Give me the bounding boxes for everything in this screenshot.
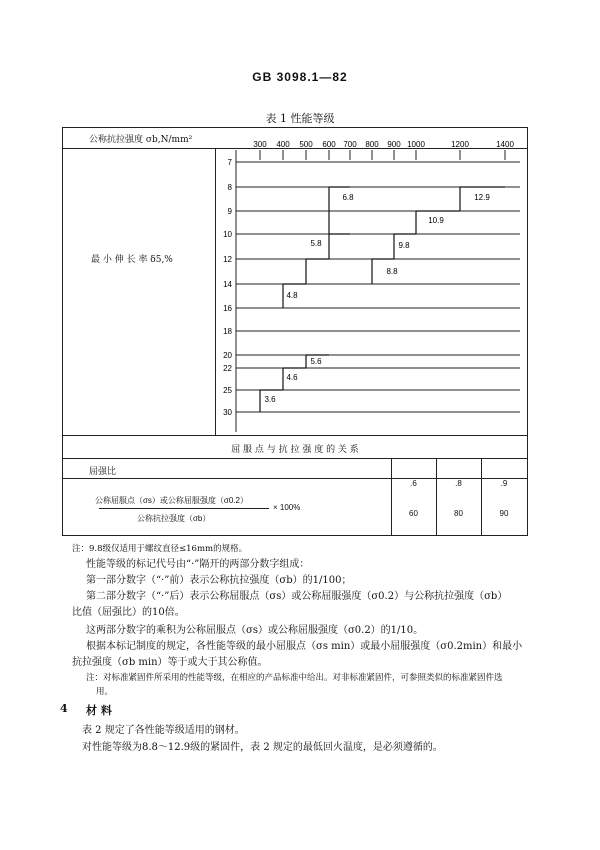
elongation-tick-label: 20 [223,351,232,360]
elongation-tick-label: 7 [227,158,232,167]
strength-tick-label: 400 [276,140,290,149]
elongation-tick-label: 30 [223,408,232,417]
elongation-tick-label: 12 [223,255,232,264]
note-p1: 性能等级的标记代号由“·”隔开的两部分数字组成： [86,559,310,570]
strength-tick-label: 700 [343,140,357,149]
strength-tick-label: 300 [253,140,267,149]
formula-times: × 100% [273,503,301,512]
section-number: 4 [60,702,68,715]
formula-numerator: 公称屈服点（σs）或公称屈服强度（σ0.2） [95,496,248,505]
elongation-tick-label: 9 [227,207,232,216]
formula-denominator: 公称抗拉强度（σb） [137,514,211,523]
elongation-label: 最 小 伸 长 率 δ5,% [91,255,173,265]
strength-tick-label: 900 [387,140,401,149]
elongation-tick-label: 16 [223,304,232,313]
percent-value: 60 [409,509,418,518]
ratio-value: .9 [500,479,508,488]
percent-value: 90 [499,509,509,518]
percent-value: 80 [454,509,463,518]
section-title: 材 料 [86,704,112,717]
elongation-tick-label: 18 [223,327,232,336]
note-1: 注：9.8级仅适用于螺纹直径≤16mm的规格。 [72,544,248,554]
note-p3a: 第二部分数字（“·”后）表示公称屈服点（σs）或公称屈服强度（σ0.2）与公称抗拉强度（σb） [86,591,508,602]
note-p5b: 抗拉强度（σb min）等于或大于其公称值。 [72,657,268,668]
elongation-tick-label: 10 [223,230,232,239]
elongation-tick-label: 8 [227,183,232,192]
grade-label: 12.9 [474,193,490,202]
note-p4: 这两部分数字的乘积为公称屈服点（σs）或公称屈服强度（σ0.2）的1/10。 [86,625,424,636]
section-p1: 表 2 规定了各性能等级适用的钢材。 [82,725,245,736]
grade-label: 5.6 [310,357,322,366]
strength-tick-label: 500 [299,140,313,149]
note-2a: 注：对标准紧固件所采用的性能等级，在相应的产品标准中给出。对非标准紧固件，可参照类似的标准紧固件选 [86,673,503,683]
strength-tick-label: 1000 [407,140,425,149]
section-p2: 对性能等级为8.8～12.9级的紧固件，表 2 规定的最低回火温度，是必须遵循的。 [82,742,443,753]
grade-label: 4.6 [286,373,298,382]
note-p5a: 根据本标记制度的规定，各性能等级的最小屈服点（σs min）或最小屈服强度（σ0.2min）和最小 [86,641,523,652]
note-p2: 第一部分数字（“·”前）表示公称抗拉强度（σb）的1/100； [86,575,352,586]
grade-label: 10.9 [428,216,444,225]
elongation-tick-label: 22 [223,364,232,373]
strength-tick-label: 1400 [496,140,514,149]
grade-label: 8.8 [386,267,398,276]
tensile-strength-label: 公称抗拉强度 σb,N/mm² [89,135,193,145]
elongation-tick-label: 25 [223,386,232,395]
note-2b: 用。 [96,687,114,697]
note-p3b: 比值（屈强比）的10倍。 [72,607,185,618]
ratio-value: .8 [455,479,462,488]
grade-label: 3.6 [264,395,276,404]
strength-tick-label: 600 [322,140,336,149]
standard-header: GB 3098.1—82 [252,70,348,84]
ratio-value: .6 [410,479,417,488]
grade-label: 5.8 [310,239,322,248]
strength-tick-label: 800 [365,140,379,149]
relation-title: 屈 服 点 与 抗 拉 强 度 的 关 系 [231,445,359,455]
grade-label: 9.8 [398,241,410,250]
grade-label: 4.8 [286,291,298,300]
table-caption: 表 1 性能等级 [265,112,335,125]
grade-label: 6.8 [342,193,354,202]
strength-tick-label: 1200 [451,140,469,149]
ratio-label: 屈强比 [89,467,117,477]
elongation-tick-label: 14 [223,280,232,289]
